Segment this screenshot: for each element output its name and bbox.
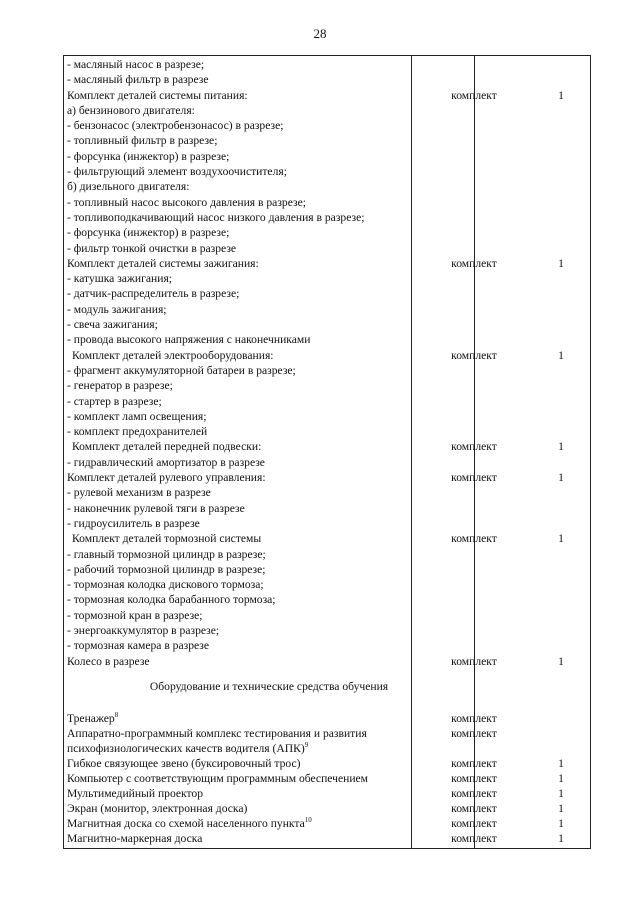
item-text: - тормозная колодка барабанного тормоза; — [67, 593, 276, 607]
item-text: - энергоаккумулятор в разрезе; — [67, 623, 220, 637]
item-text: - форсунка (инжектор) в разрезе; — [67, 149, 230, 163]
item-unit: комплект — [451, 787, 497, 800]
item-name-column — [67, 57, 409, 669]
item-unit — [415, 103, 533, 118]
item-quantity — [534, 133, 588, 148]
item-quantity: 1 — [558, 256, 564, 270]
item-label: Экран (монитор, электронная доска) — [67, 802, 248, 815]
item-quantity — [534, 485, 588, 500]
item-quantity — [534, 179, 588, 194]
item-unit — [415, 118, 533, 133]
item-quantity: 1 — [558, 654, 564, 668]
item-quantity — [534, 317, 588, 332]
equipment-list — [64, 711, 592, 846]
item-text: - тормозная колодка дискового тормоза; — [67, 578, 264, 592]
item-label: Гибкое связующее звено (буксировочный трос) — [67, 757, 301, 770]
item-text: - топливный фильтр в разрезе; — [67, 134, 218, 148]
item-unit — [415, 133, 533, 148]
item-quantity — [534, 210, 588, 225]
item-unit — [415, 57, 533, 72]
item-quantity — [534, 103, 588, 118]
item-text: Комплект деталей тормозной системы — [72, 532, 262, 546]
item-quantity: 1 — [558, 817, 564, 830]
item-text — [67, 801, 247, 816]
item-unit — [415, 195, 533, 210]
item-unit: комплект — [451, 832, 497, 845]
item-text: - комплект предохранителей — [67, 425, 208, 439]
item-label: Магнитная доска со схемой населенного пункта — [67, 817, 305, 830]
item-unit — [415, 271, 533, 286]
item-label: Тренажер — [67, 712, 115, 725]
item-text: - фрагмент аккумуляторной батареи в разрезе; — [67, 363, 296, 377]
item-quantity: 1 — [558, 88, 564, 102]
item-quantity: 1 — [558, 757, 564, 770]
item-label: Аппаратно-программный комплекс тестирования и развития — [67, 727, 367, 740]
item-unit — [415, 394, 533, 409]
item-quantity — [534, 363, 588, 378]
item-label: Магнитно-маркерная доска — [67, 832, 203, 845]
item-unit: комплект — [451, 727, 497, 740]
item-text: Комплект деталей системы зажигания: — [67, 256, 259, 270]
item-quantity — [534, 547, 588, 562]
item-unit — [415, 179, 533, 194]
item-unit: комплект — [451, 532, 497, 546]
item-quantity — [534, 409, 588, 424]
item-unit — [415, 72, 533, 87]
item-text: а) бензинового двигателя: — [67, 103, 195, 117]
item-quantity — [534, 638, 588, 653]
item-unit — [415, 317, 533, 332]
item-unit: комплект — [451, 256, 497, 270]
item-unit — [415, 149, 533, 164]
item-text: - масляный насос в разрезе; — [67, 58, 205, 71]
item-text: - фильтр тонкой очистки в разрезе — [67, 241, 237, 255]
footnote-marker: 8 — [114, 711, 119, 720]
item-text: - стартер в разрезе; — [67, 394, 162, 408]
item-unit — [415, 516, 533, 531]
item-quantity — [534, 455, 588, 470]
item-unit — [415, 592, 533, 607]
item-quantity — [534, 72, 588, 87]
item-text: - топливный насос высокого давления в разрезе; — [67, 195, 306, 209]
item-unit — [415, 455, 533, 470]
equipment-row — [64, 756, 592, 771]
item-quantity — [534, 501, 588, 516]
item-quantity: 1 — [558, 832, 564, 845]
item-unit: комплект — [451, 712, 497, 725]
item-text — [67, 756, 300, 771]
item-quantity — [534, 516, 588, 531]
item-quantity — [534, 57, 588, 72]
item-text: - комплект ламп освещения; — [67, 409, 207, 423]
item-quantity — [534, 149, 588, 164]
item-quantity: 1 — [558, 802, 564, 815]
item-text: б) дизельного двигателя: — [67, 180, 190, 194]
item-text — [67, 786, 203, 801]
item-text: - рабочий тормозной цилиндр в разрезе; — [67, 562, 266, 576]
item-unit: комплект — [451, 757, 497, 770]
page-number: 28 — [313, 26, 327, 41]
item-unit: комплект — [451, 471, 497, 485]
item-quantity — [534, 623, 588, 638]
item-label: психофизиологических качеств водителя (АПК) — [67, 742, 305, 755]
item-unit — [415, 608, 533, 623]
item-text: - катушка зажигания; — [67, 272, 173, 286]
item-text — [67, 726, 367, 741]
item-quantity: 1 — [558, 471, 564, 485]
item-unit — [415, 638, 533, 653]
item-text: Комплект деталей системы питания: — [67, 88, 248, 102]
item-quantity — [534, 378, 588, 393]
item-unit — [415, 210, 533, 225]
item-unit — [415, 485, 533, 500]
item-text: - свеча зажигания; — [67, 318, 158, 332]
item-quantity: 1 — [558, 532, 564, 546]
item-unit — [415, 378, 533, 393]
item-unit — [415, 363, 533, 378]
item-quantity — [534, 302, 588, 317]
item-unit — [415, 547, 533, 562]
item-quantity — [534, 332, 588, 347]
equipment-row — [64, 726, 592, 741]
item-quantity — [534, 241, 588, 256]
item-unit: комплект — [451, 817, 497, 830]
item-quantity — [534, 118, 588, 133]
item-unit: комплект — [451, 802, 497, 815]
item-quantity — [534, 424, 588, 439]
item-text: - наконечник рулевой тяги в разрезе — [67, 501, 245, 515]
item-quantity — [534, 164, 588, 179]
item-text — [67, 771, 368, 786]
equipment-row — [64, 801, 592, 816]
item-text: - бензонасос (электробензонасос) в разрезе; — [67, 119, 284, 133]
item-text: - провода высокого напряжения с наконечниками — [67, 333, 311, 347]
equipment-row — [64, 786, 592, 801]
item-text: - гидравлический амортизатор в разрезе — [67, 455, 265, 469]
quantity-column — [534, 57, 588, 669]
item-quantity: 1 — [558, 772, 564, 785]
item-text: - фильтрующий элемент воздухоочистителя; — [67, 165, 287, 179]
item-unit — [415, 623, 533, 638]
item-unit: комплект — [451, 440, 497, 454]
item-unit — [415, 164, 533, 179]
item-quantity: 1 — [558, 348, 564, 362]
item-quantity — [534, 562, 588, 577]
item-unit — [415, 241, 533, 256]
item-text: Комплект деталей электрооборудования: — [72, 348, 274, 362]
item-quantity — [534, 195, 588, 210]
equipment-table — [63, 55, 591, 849]
item-label: Мультимедийный проектор — [67, 787, 204, 800]
item-quantity: 1 — [558, 787, 564, 800]
item-text: - генератор в разрезе; — [67, 379, 173, 393]
item-text: - тормозная камера в разрезе — [67, 639, 210, 653]
item-text: - главный тормозной цилиндр в разрезе; — [67, 547, 266, 561]
item-text — [67, 711, 118, 726]
item-text: Комплект деталей передней подвески: — [72, 440, 262, 454]
item-quantity — [534, 577, 588, 592]
item-quantity — [534, 271, 588, 286]
item-unit: комплект — [451, 88, 497, 102]
item-unit: комплект — [451, 654, 497, 668]
item-quantity: 1 — [558, 440, 564, 454]
item-text — [67, 816, 312, 831]
unit-column — [415, 57, 533, 669]
equipment-row — [64, 831, 592, 846]
equipment-row — [64, 711, 592, 726]
equipment-row — [64, 816, 592, 831]
item-unit — [415, 225, 533, 240]
item-unit — [415, 302, 533, 317]
item-unit: комплект — [451, 772, 497, 785]
item-unit — [415, 409, 533, 424]
item-text: - топливоподкачивающий насос низкого давления в разрезе; — [67, 210, 365, 224]
item-unit — [415, 332, 533, 347]
equipment-row — [64, 771, 592, 786]
item-quantity — [534, 394, 588, 409]
item-unit — [415, 577, 533, 592]
item-text: Комплект деталей рулевого управления: — [67, 471, 266, 485]
item-text: - датчик-распределитель в разрезе; — [67, 287, 240, 301]
footnote-marker: 10 — [304, 816, 312, 825]
item-unit — [415, 286, 533, 301]
item-quantity — [534, 225, 588, 240]
item-unit — [415, 562, 533, 577]
item-text: - рулевой механизм в разрезе — [67, 486, 211, 500]
item-unit: комплект — [451, 348, 497, 362]
item-text: - гидроусилитель в разрезе — [67, 516, 200, 530]
item-unit — [415, 424, 533, 439]
item-label: Компьютер с соответствующим программным обеспечением — [67, 772, 369, 785]
item-quantity — [534, 608, 588, 623]
item-text — [67, 741, 308, 756]
item-text: Колесо в разрезе — [67, 654, 150, 668]
item-unit — [415, 501, 533, 516]
item-text: - масляный фильтр в разрезе — [67, 73, 209, 87]
footnote-marker: 9 — [304, 741, 309, 750]
item-text: - форсунка (инжектор) в разрезе; — [67, 226, 230, 240]
item-text: - модуль зажигания; — [67, 302, 167, 316]
item-text — [67, 831, 202, 846]
item-text: - тормозной кран в разрезе; — [67, 608, 203, 622]
item-quantity — [534, 592, 588, 607]
item-quantity — [534, 286, 588, 301]
equipment-row — [64, 741, 592, 756]
section-heading: Оборудование и технические средства обучения — [149, 680, 389, 693]
